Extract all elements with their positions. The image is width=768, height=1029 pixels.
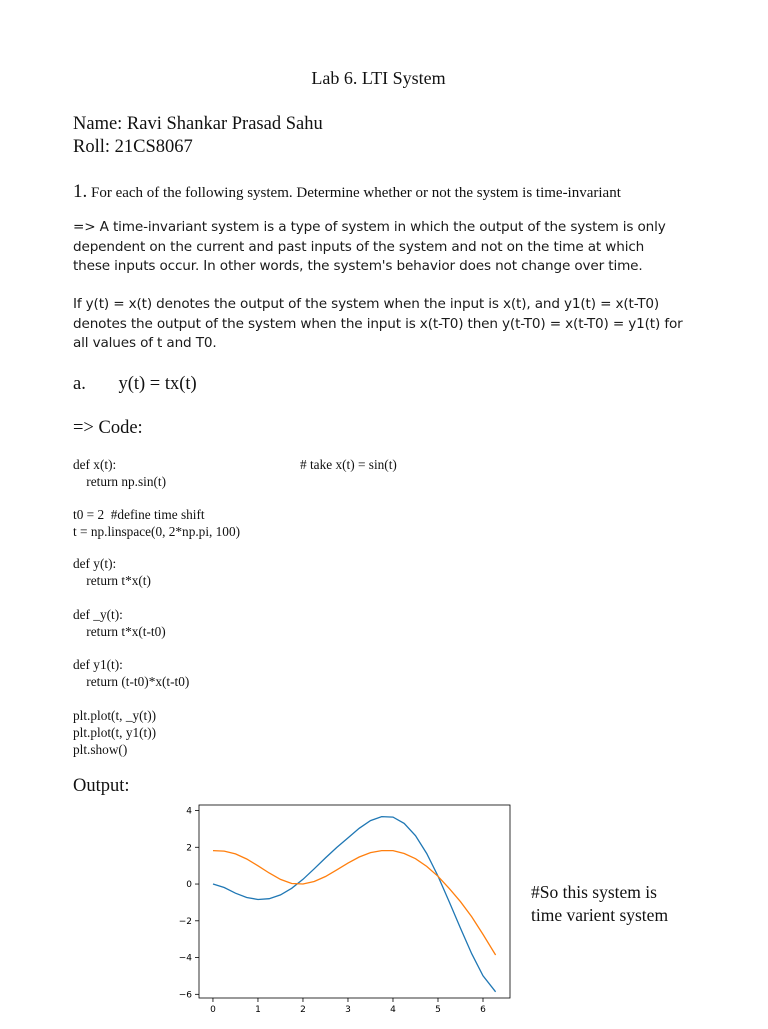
question-number: 1.: [73, 181, 88, 202]
paragraph-line: => A time-invariant system is a type of system in which the output of the system is only: [73, 219, 666, 235]
question-1: [73, 181, 621, 203]
code-block-shifted-y: [73, 607, 166, 641]
code-line: def y1(t):: [73, 657, 123, 672]
code-line: t = np.linspace(0, 2*np.pi, 100): [73, 523, 241, 539]
y-tick-label: −2: [178, 916, 192, 927]
x-tick-label: 4: [390, 1005, 396, 1015]
series-line-2: [213, 851, 496, 955]
code-line: def y(t):: [73, 556, 117, 571]
conclusion-line: time varient system: [531, 905, 669, 925]
line-chart: [160, 800, 520, 1024]
part-a-label: a.: [73, 374, 86, 394]
series-line-1: [213, 817, 496, 992]
question-text: For each of the following system. Determine whether or not the system is time-invariant: [91, 185, 621, 201]
code-block-plot: [73, 708, 156, 758]
code-line: t0 = 2 #define time shift: [73, 507, 205, 522]
output-chart: [160, 800, 520, 1029]
paragraph-line: dependent on the current and past inputs of the system and not on the time at which: [73, 238, 645, 255]
code-line: plt.plot(t, _y(t)): [73, 708, 157, 723]
plot-frame: [199, 805, 510, 998]
x-tick-label: 1: [255, 1005, 261, 1015]
paragraph-line: denotes the output of the system when the input is x(t-T0) then y(t-T0) = x(t-T0) = y1(t) for: [73, 315, 683, 332]
y-tick-label: 2: [186, 843, 192, 854]
y-tick-label: −4: [178, 953, 192, 964]
y-tick-label: 4: [186, 806, 192, 817]
condition-paragraph: [73, 295, 713, 354]
code-block-y: [73, 556, 151, 590]
student-name: Name: Ravi Shankar Prasad Sahu: [73, 114, 323, 134]
y-tick-label: 0: [186, 880, 192, 891]
code-line: def _y(t):: [73, 607, 123, 622]
code-line: def x(t):: [73, 457, 117, 472]
code-block-setup: [73, 507, 240, 541]
code-line: return np.sin(t): [73, 473, 167, 489]
x-tick-label: 5: [435, 1005, 441, 1015]
code-line: return t*x(t-t0): [73, 623, 166, 639]
code-block-x: [73, 457, 166, 491]
output-heading: Output:: [73, 776, 130, 796]
code-line: plt.show(): [73, 741, 128, 757]
roll-number: Roll: 21CS8067: [73, 137, 193, 157]
conclusion-note: [531, 881, 668, 927]
x-tick-label: 6: [480, 1005, 486, 1015]
part-a-heading: [73, 374, 197, 395]
paragraph-line: If y(t) = x(t) denotes the output of the system when the input is x(t), and y1(t) = x(t-T0): [73, 296, 660, 312]
code-block-y1: [73, 657, 189, 691]
code-line: return t*x(t): [73, 572, 151, 588]
part-a-equation: y(t) = tx(t): [118, 374, 197, 394]
code-line: plt.plot(t, y1(t)): [73, 724, 157, 740]
y-tick-label: −6: [178, 990, 192, 1001]
code-heading: => Code:: [73, 418, 143, 438]
code-comment: # take x(t) = sin(t): [300, 457, 397, 472]
paragraph-line: all values of t and T0.: [73, 335, 217, 351]
x-tick-label: 0: [210, 1005, 216, 1015]
document-title: Lab 6. LTI System: [311, 68, 446, 88]
code-line: return (t-t0)*x(t-t0): [73, 673, 190, 689]
x-tick-label: 3: [345, 1005, 351, 1015]
definition-paragraph: [73, 218, 713, 277]
x-tick-label: 2: [300, 1005, 306, 1015]
paragraph-line: these inputs occur. In other words, the system's behavior does not change over time.: [73, 258, 643, 274]
conclusion-line: #So this system is: [531, 882, 657, 902]
